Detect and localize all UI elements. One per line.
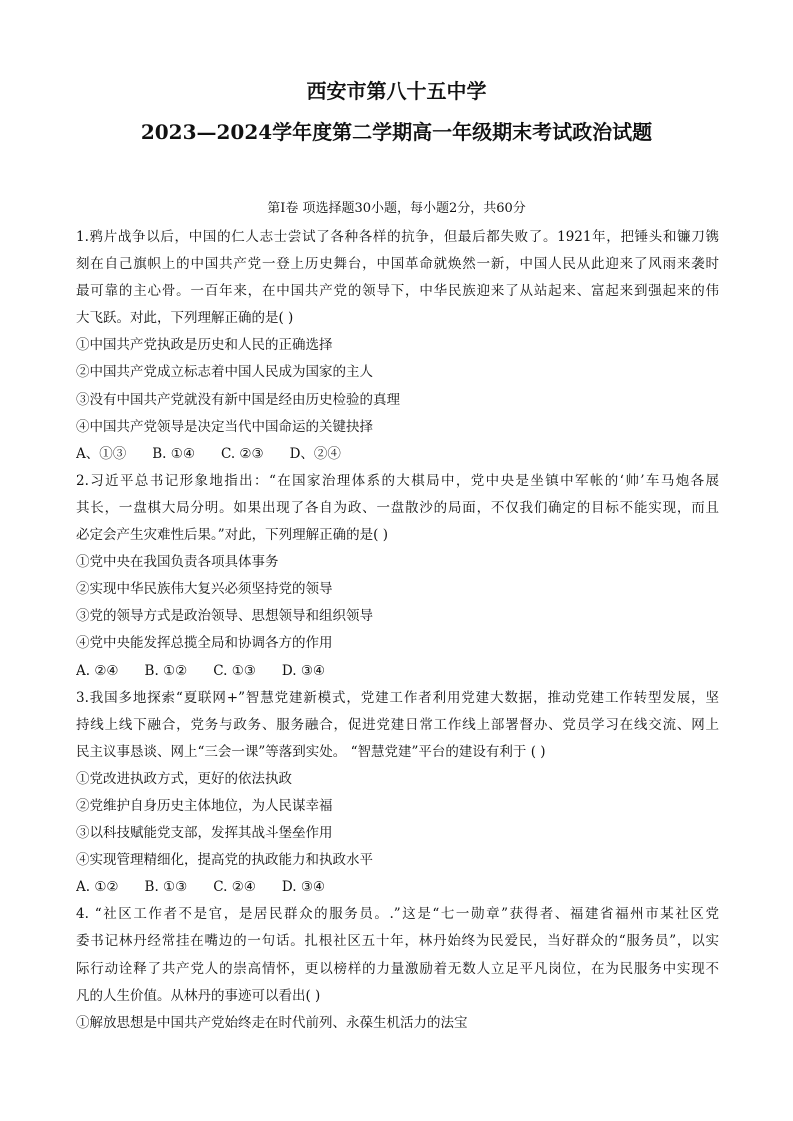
question-stem-line: 3.我国多地探索“夏联网+”智慧党建新模式，党建工作者利用党建大数据，推动党建工作转型发展，坚	[76, 689, 719, 706]
option-a: A. ②④	[76, 662, 119, 679]
statement: ③没有中国共产党就没有新中国是经由历史检验的真理	[76, 391, 400, 408]
option-a: A. ①②	[76, 879, 119, 896]
option-d: D、②④	[289, 445, 341, 462]
statement: ②党维护自身历史主体地位，为人民谋幸福	[76, 797, 333, 814]
statement: ①党改进执政方式，更好的依法执政	[76, 770, 292, 787]
statement: ②实现中华民族伟大复兴必须坚持党的领导	[76, 581, 333, 598]
statement: ③党的领导方式是政治领导、思想领导和组织领导	[76, 608, 373, 625]
option-a: A、①③	[76, 445, 127, 462]
question-stem-line: 1.鸦片战争以后，中国的仁人志士尝试了各种各样的抗争，但最后都失败了。1921年，把锤头和镰刀镌	[76, 229, 719, 245]
question-stem-line: 委书记林丹经常挂在嘴边的一句话。扎根社区五十年，林丹始终为民爱民，当好群众的“服务员”，以实	[76, 933, 719, 950]
option-c: C. ②④	[213, 879, 256, 896]
question-stem-line: 凡的人生价值。从林丹的事迹可以看出( )	[76, 987, 321, 1004]
exam-title: 2023—2024学年度第二学期高一年级期末考试政治试题	[140, 120, 653, 144]
option-d: D. ③④	[281, 662, 326, 679]
section-header: 第Ⅰ卷 项选择题30小题，每小题2分，共60分	[267, 201, 526, 216]
answer-options	[76, 874, 719, 901]
question-body	[76, 224, 719, 1037]
option-b: B. ①③	[144, 879, 188, 896]
option-b: B. ①②	[144, 662, 188, 679]
question-stem-line: 4. “社区工作者不是官，是居民群众的服务员。.”这是“七一勋章”获得者、福建省福州市某社区党	[76, 906, 719, 923]
option-c: C. ②③	[220, 445, 264, 462]
question-stem-line: 最可靠的主心骨。一百年来，在中国共产党的领导下，中华民族迎来了从站起来、富起来到强起来的伟	[76, 283, 719, 300]
statement: ①党中央在我国负责各项具体事务	[76, 554, 279, 571]
answer-options	[76, 658, 719, 685]
school-title: 西安市第八十五中学	[306, 79, 487, 103]
answer-options	[76, 441, 719, 468]
question-stem-line: 必定会产生灾难性后果。”对此，下列理解正确的是( )	[76, 527, 388, 544]
statement: ②中国共产党成立标志着中国人民成为国家的主人	[76, 364, 373, 381]
statement: ③以科技赋能党支部，发挥其战斗堡垒作用	[76, 825, 333, 842]
statement: ①解放思想是中国共产党始终走在时代前列、永葆生机活力的法宝	[76, 1014, 468, 1031]
option-b: B. ①④	[152, 445, 195, 462]
question-stem-line: 2.习近平总书记形象地指出：“在国家治理体系的大棋局中，党中央是坐镇中军帐的‘帅’车马炮各展	[76, 472, 719, 489]
question-stem-line: 持线上线下融合，党务与政务、服务融合，促进党建日常工作线上部署督办、党员学习在线交流、网上	[76, 716, 719, 733]
question-stem-line: 民主议事恳谈、网上“三会一课”等落到实处。 “智慧党建”平台的建设有利于 ( )	[76, 743, 546, 760]
statement: ①中国共产党执政是历史和人民的正确选择	[76, 337, 333, 354]
option-d: D. ③④	[281, 879, 326, 896]
question-stem-line: 际行动诠释了共产党人的崇高情怀，更以榜样的力量激励着无数人立足平凡岗位，在为民服务中实现不	[76, 960, 719, 977]
statement: ④实现管理精细化，提高党的执政能力和执政水平	[76, 852, 373, 869]
question-stem-line: 刻在自己旗帜上的中国共产党一登上历史舞台，中国革命就焕然一新，中国人民从此迎来了风雨来袭时	[76, 256, 719, 273]
question-stem-line: 其长，一盘棋大局分明。如果出现了各自为政、一盘散沙的局面，不仅我们确定的目标不能实现，而且	[76, 499, 719, 516]
statement: ④中国共产党领导是决定当代中国命运的关键抉择	[76, 418, 373, 435]
question-stem-line: 大飞跃。对此，下列理解正确的是( )	[76, 310, 294, 327]
option-c: C. ①③	[213, 662, 256, 679]
statement: ④党中央能发挥总揽全局和协调各方的作用	[76, 635, 333, 652]
